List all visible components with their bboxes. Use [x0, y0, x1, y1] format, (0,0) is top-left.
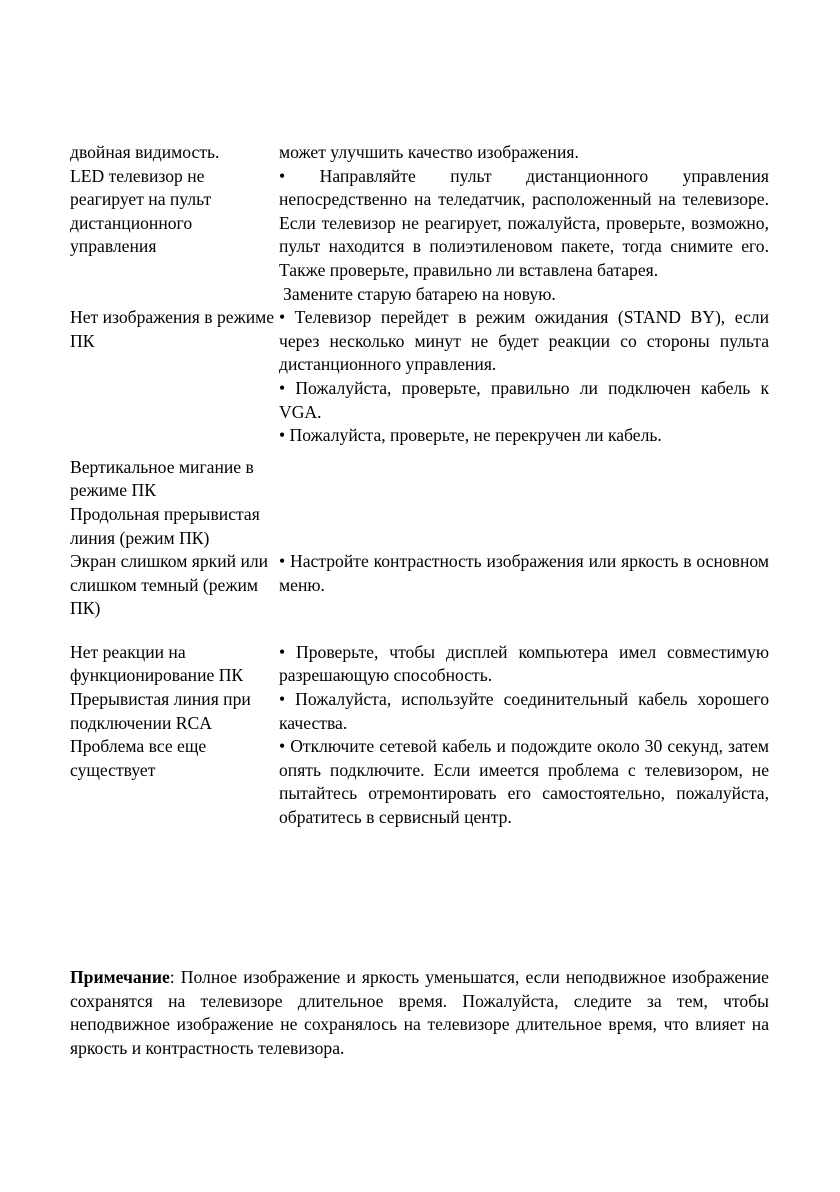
solution-cell	[279, 141, 769, 165]
solution-cell	[279, 165, 769, 307]
solution-text: • Пожалуйста, проверьте, не перекручен ли кабель.	[279, 425, 662, 446]
problem-cell: LED телевизор не реагирует на пульт дистанционного управления	[70, 165, 212, 257]
table-row	[70, 641, 770, 688]
problem-cell: Продольная прерывистая линия (режим ПК)	[70, 503, 260, 548]
table-row	[70, 165, 770, 307]
table-row	[70, 735, 770, 829]
solution-cell	[279, 688, 769, 735]
solution-text: Замените старую батарею на новую.	[283, 283, 556, 304]
solution-text: • Проверьте, чтобы дисплей компьютера имел совместимую разрешающую способность.	[279, 641, 769, 686]
table-row	[70, 503, 770, 550]
problem-cell: Проблема все еще существует	[70, 736, 207, 780]
note-paragraph	[70, 966, 769, 1060]
solution-text: • Направляйте пульт дистанционного управления непосредственно на теледатчик, расположенный на телевизоре. Если телевизор не реагирует, пожалуйста, проверьте, возможно, пульт находится в полиэтиленовом пакете, тогда снимите его. Также проверьте, правильно ли вставлена батарея.	[279, 165, 769, 280]
solution-cell	[279, 550, 769, 597]
problem-cell: Прерывистая линия при подключении RCA	[70, 689, 251, 733]
solution-cell	[279, 735, 769, 829]
note-text: : Полное изображение и яркость уменьшатся, если неподвижное изображение сохранятся на телевизоре длительное время. Пожалуйста, следите за тем, чтобы неподвижное изображение не сохранялось на телевизоре длительное время, что влияет на яркость и контрастность телевизора.	[70, 967, 769, 1058]
table-row	[70, 141, 770, 165]
problem-cell: Нет реакции на функционирование ПК	[70, 641, 244, 686]
troubleshooting-table	[70, 141, 770, 830]
table-row	[70, 306, 770, 448]
solution-text: может улучшить качество изображения.	[279, 142, 579, 162]
table-row	[70, 456, 770, 503]
solution-text: • Отключите сетевой кабель и подождите около 30 секунд, затем опять подключите. Если имеется проблема с телевизором, не пытайтесь отремонтировать его самостоятельно, пожалуйста, обратитесь в сервисный центр.	[279, 736, 769, 828]
solution-text: • Настройте контрастность изображения или яркость в основном меню.	[279, 551, 769, 595]
table-row	[70, 550, 770, 621]
solution-text: • Пожалуйста, используйте соединительный кабель хорошего качества.	[279, 689, 769, 733]
table-row	[70, 688, 770, 735]
problem-cell: Экран слишком яркий или слишком темный (режим ПК)	[70, 551, 269, 619]
note-label: Примечание	[70, 967, 170, 987]
solution-cell	[279, 641, 769, 688]
solution-cell	[279, 306, 769, 448]
solution-text: • Пожалуйста, проверьте, правильно ли подключен кабель к VGA.	[279, 377, 769, 422]
problem-cell: Нет изображения в режиме ПК	[70, 307, 275, 351]
solution-text: • Телевизор перейдет в режим ожидания (STAND BY), если через несколько минут не будет реакции со стороны пульта дистанционного управления.	[279, 307, 769, 375]
problem-cell: Вертикальное мигание в режиме ПК	[70, 456, 254, 501]
problem-cell: двойная видимость.	[70, 142, 220, 162]
